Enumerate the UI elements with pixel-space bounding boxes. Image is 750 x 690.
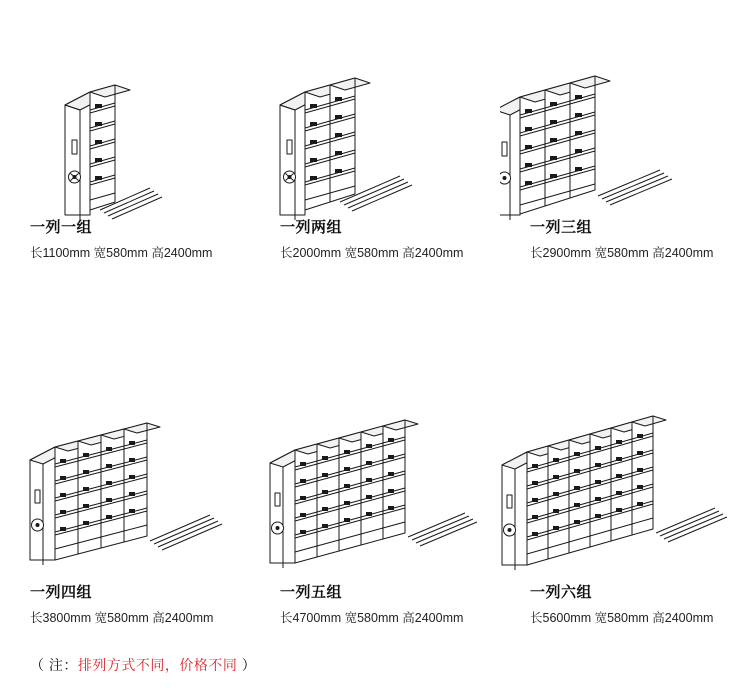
product-spec-4: 长3800mm 宽580mm 高2400mm [30, 611, 214, 625]
shelving-svg-3 [500, 20, 750, 220]
product-title-5: 一列五组 [280, 584, 343, 601]
product-cell-4 [0, 385, 250, 625]
product-title-2: 一列两组 [280, 219, 343, 236]
product-cell-3 [500, 20, 750, 260]
note-highlight: 排列方式不同，价格不同 [77, 657, 238, 673]
caption-4 [0, 585, 250, 625]
product-spec-3: 长2900mm 宽580mm 高2400mm [530, 246, 714, 260]
shelving-illustration-4 [0, 385, 250, 585]
note-prefix: （ 注： [30, 657, 78, 673]
product-title-3: 一列三组 [530, 219, 593, 236]
shelving-svg-2 [250, 20, 500, 220]
product-spec-5: 长4700mm 宽580mm 高2400mm [280, 611, 464, 625]
caption-2 [250, 220, 500, 260]
shelving-svg-6 [500, 385, 750, 585]
product-title-1: 一列一组 [30, 219, 93, 236]
product-cell-6 [500, 385, 750, 625]
shelving-illustration-5 [250, 385, 500, 585]
note-suffix: ） [237, 657, 257, 673]
product-cell-2 [250, 20, 500, 260]
shelving-illustration-2 [250, 20, 500, 220]
caption-1 [0, 220, 250, 260]
caption-3 [500, 220, 750, 260]
shelving-illustration-1 [0, 20, 250, 220]
shelving-illustration-6 [500, 385, 750, 585]
shelving-svg-5 [250, 385, 500, 585]
product-spec-6: 长5600mm 宽580mm 高2400mm [530, 611, 714, 625]
caption-5 [250, 585, 500, 625]
shelving-svg-1 [0, 20, 250, 220]
caption-6 [500, 585, 750, 625]
product-spec-2: 长2000mm 宽580mm 高2400mm [280, 246, 464, 260]
product-title-4: 一列四组 [30, 584, 93, 601]
product-title-6: 一列六组 [530, 584, 593, 601]
product-cell-1 [0, 20, 250, 260]
product-spec-1: 长1100mm 宽580mm 高2400mm [30, 246, 213, 260]
price-note [30, 655, 256, 675]
shelving-illustration-3 [500, 20, 750, 220]
shelving-svg-4 [0, 385, 250, 585]
product-cell-5 [250, 385, 500, 625]
